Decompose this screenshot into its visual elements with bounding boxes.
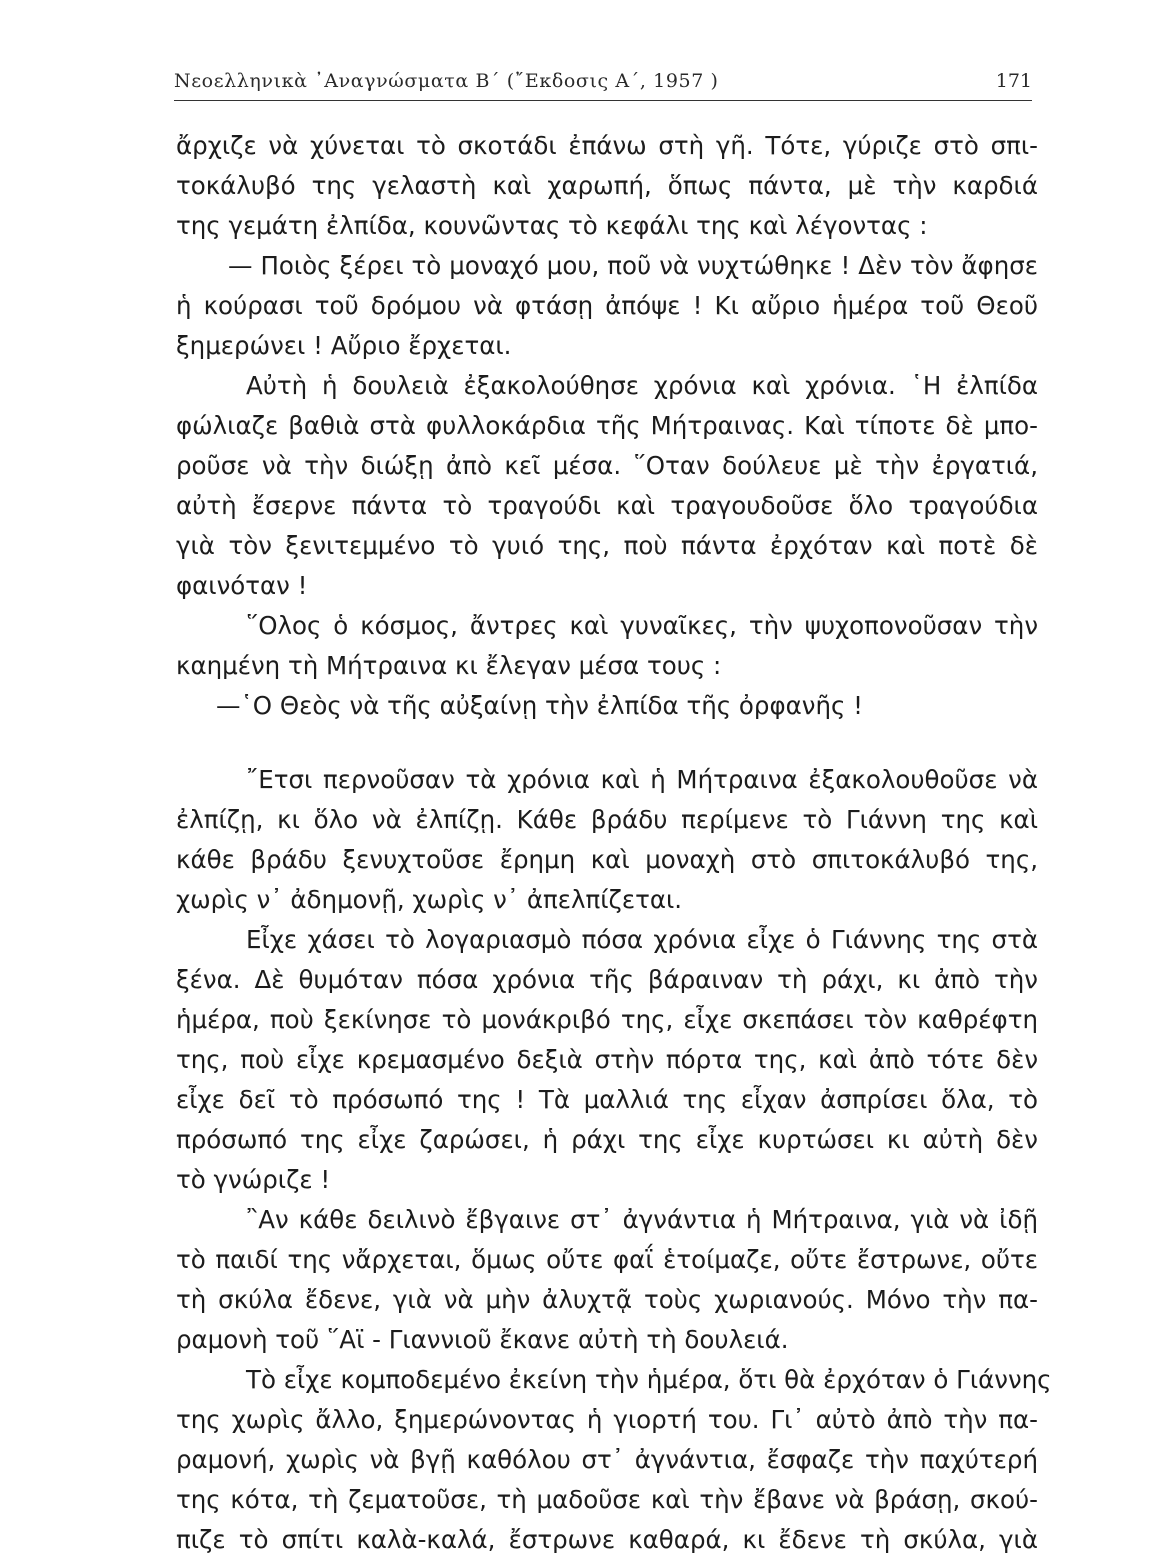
body-text (176, 126, 1052, 1560)
text-line: της χωρὶς ἄλλο, ξημερώνοντας ἡ γιορτή του. Γι᾿ αὐτὸ ἀπὸ τὴν πα- (176, 1405, 1038, 1434)
text-line: καημένη τὴ Μήτραινα κι ἔλεγαν μέσα τους : (176, 651, 722, 680)
paragraph (176, 606, 1038, 686)
text-line: — Ποιὸς ξέρει τὸ μοναχό μου, ποῦ νὰ νυχτώθηκε ! Δὲν τὸν ἄφησε (228, 251, 1038, 280)
text-line: πρόσωπό της εἶχε ζαρώσει, ἡ ράχι της εἶχε κυρτώσει κι αὐτὴ δὲν (176, 1125, 1038, 1154)
text-line: ἡ κούρασι τοῦ δρόμου νὰ φτάσῃ ἀπόψε ! Κι αὔριο ἡμέρα τοῦ Θεοῦ (176, 291, 1038, 320)
text-line: φώλιαζε βαθιὰ στὰ φυλλοκάρδια τῆς Μήτραινας. Καὶ τίποτε δὲ μπο- (176, 411, 1038, 440)
paragraph (176, 1360, 1052, 1560)
paragraph (176, 126, 1038, 246)
dialogue-paragraph (176, 246, 1038, 366)
text-line: ῞Ολος ὁ κόσμος, ἄντρες καὶ γυναῖκες, τὴν ψυχοπονοῦσαν τὴν (246, 611, 1038, 640)
header-rule (174, 100, 1032, 101)
text-line: ξένα. Δὲ θυμόταν πόσα χρόνια τῆς βάραιναν τὴ ράχι, κι ἀπὸ τὴν (176, 965, 1038, 994)
text-line: χωρὶς ν᾿ ἀδημονῇ, χωρὶς ν᾿ ἀπελπίζεται. (176, 885, 683, 914)
text-line: ροῦσε νὰ τὴν διώξῃ ἀπὸ κεῖ μέσα. ῞Οταν δούλευε μὲ τὴν ἐργατιά, (176, 451, 1038, 480)
text-line: κάθε βράδυ ξενυχτοῦσε ἔρημη καὶ μοναχὴ στὸ σπιτοκάλυβό της, (176, 845, 1038, 874)
text-line: της κότα, τὴ ζεματοῦσε, τὴ μαδοῦσε καὶ τὴν ἔβανε νὰ βράσῃ, σκού- (176, 1485, 1038, 1514)
text-line: φαινόταν ! (176, 571, 308, 600)
section-gap (176, 726, 1038, 760)
text-line: της γεμάτη ἐλπίδα, κουνῶντας τὸ κεφάλι της καὶ λέγοντας : (176, 211, 928, 240)
running-title: Νεοελληνικὰ ᾿Αναγνώσματα Β΄ (῎Εκδοσις Α΄, 1957 ) (174, 70, 719, 92)
text-line: τὴ σκύλα ἔδενε, γιὰ νὰ μὴν ἀλυχτᾷ τοὺς χωριανούς. Μόνο τὴν πα- (176, 1285, 1038, 1314)
text-line: ἡμέρα, ποὺ ξεκίνησε τὸ μονάκριβό της, εἶχε σκεπάσει τὸν καθρέφτη (176, 1005, 1038, 1034)
text-line: ῎Ετσι περνοῦσαν τὰ χρόνια καὶ ἡ Μήτραινα ἐξακολουθοῦσε νὰ (246, 765, 1038, 794)
dialogue-paragraph (176, 686, 1038, 726)
text-line: —῾Ο Θεὸς νὰ τῆς αὐξαίνῃ τὴν ἐλπίδα τῆς ὀρφανῆς ! (216, 691, 863, 720)
text-line: Εἶχε χάσει τὸ λογαριασμὸ πόσα χρόνια εἶχε ὁ Γιάννης της στὰ (246, 925, 1038, 954)
paragraph (176, 366, 1038, 606)
text-line: ραμονή, χωρὶς νὰ βγῇ καθόλου στ᾿ ἀγνάντια, ἔσφαζε τὴν παχύτερή (176, 1445, 1038, 1474)
text-line: εἶχε δεῖ τὸ πρόσωπό της ! Τὰ μαλλιά της εἶχαν ἀσπρίσει ὅλα, τὸ (176, 1085, 1038, 1114)
text-line: τὸ γνώριζε ! (176, 1165, 331, 1194)
text-line: ξημερώνει ! Αὔριο ἔρχεται. (176, 331, 512, 360)
text-line: τὸ παιδί της νἄρχεται, ὅμως οὔτε φαΐ ἑτοίμαζε, οὔτε ἔστρωνε, οὔτε (176, 1245, 1038, 1274)
paragraph (176, 920, 1038, 1200)
text-line: ῍Αν κάθε δειλινὸ ἔβγαινε στ᾿ ἀγνάντια ἡ Μήτραινα, γιὰ νὰ ἰδῇ (246, 1205, 1038, 1234)
text-line: Τὸ εἶχε κομποδεμένο ἐκείνη τὴν ἡμέρα, ὅτι θὰ ἐρχόταν ὁ Γιάννης (246, 1365, 1052, 1394)
paragraph (176, 760, 1038, 920)
text-line: της, ποὺ εἶχε κρεμασμένο δεξιὰ στὴν πόρτα της, καὶ ἀπὸ τότε δὲν (176, 1045, 1038, 1074)
text-line: ἐλπίζῃ, κι ὅλο νὰ ἐλπίζῃ. Κάθε βράδυ περίμενε τὸ Γιάννη της καὶ (176, 805, 1038, 834)
paragraph (176, 1200, 1038, 1360)
text-line: αὐτὴ ἔσερνε πάντα τὸ τραγούδι καὶ τραγουδοῦσε ὅλο τραγούδια (176, 491, 1038, 520)
text-line: πιζε τὸ σπίτι καλὰ-καλά, ἔστρωνε καθαρά, κι ἔδενε τὴ σκύλα, γιὰ (176, 1525, 1038, 1554)
text-line: Αὐτὴ ἡ δουλειὰ ἐξακολούθησε χρόνια καὶ χρόνια. ῾Η ἐλπίδα (246, 371, 1038, 400)
running-head (174, 70, 1032, 100)
text-line: ἄρχιζε νὰ χύνεται τὸ σκοτάδι ἐπάνω στὴ γῆ. Τότε, γύριζε στὸ σπι- (176, 131, 1038, 160)
text-line: τοκάλυβό της γελαστὴ καὶ χαρωπή, ὅπως πάντα, μὲ τὴν καρδιά (176, 171, 1038, 200)
text-line: ραμονὴ τοῦ ῞Αϊ - Γιαννιοῦ ἔκανε αὐτὴ τὴ δουλειά. (176, 1325, 789, 1354)
page-number: 171 (995, 70, 1032, 92)
text-line: γιὰ τὸν ξενιτεμμένο τὸ γυιό της, ποὺ πάντα ἐρχόταν καὶ ποτὲ δὲ (176, 531, 1038, 560)
